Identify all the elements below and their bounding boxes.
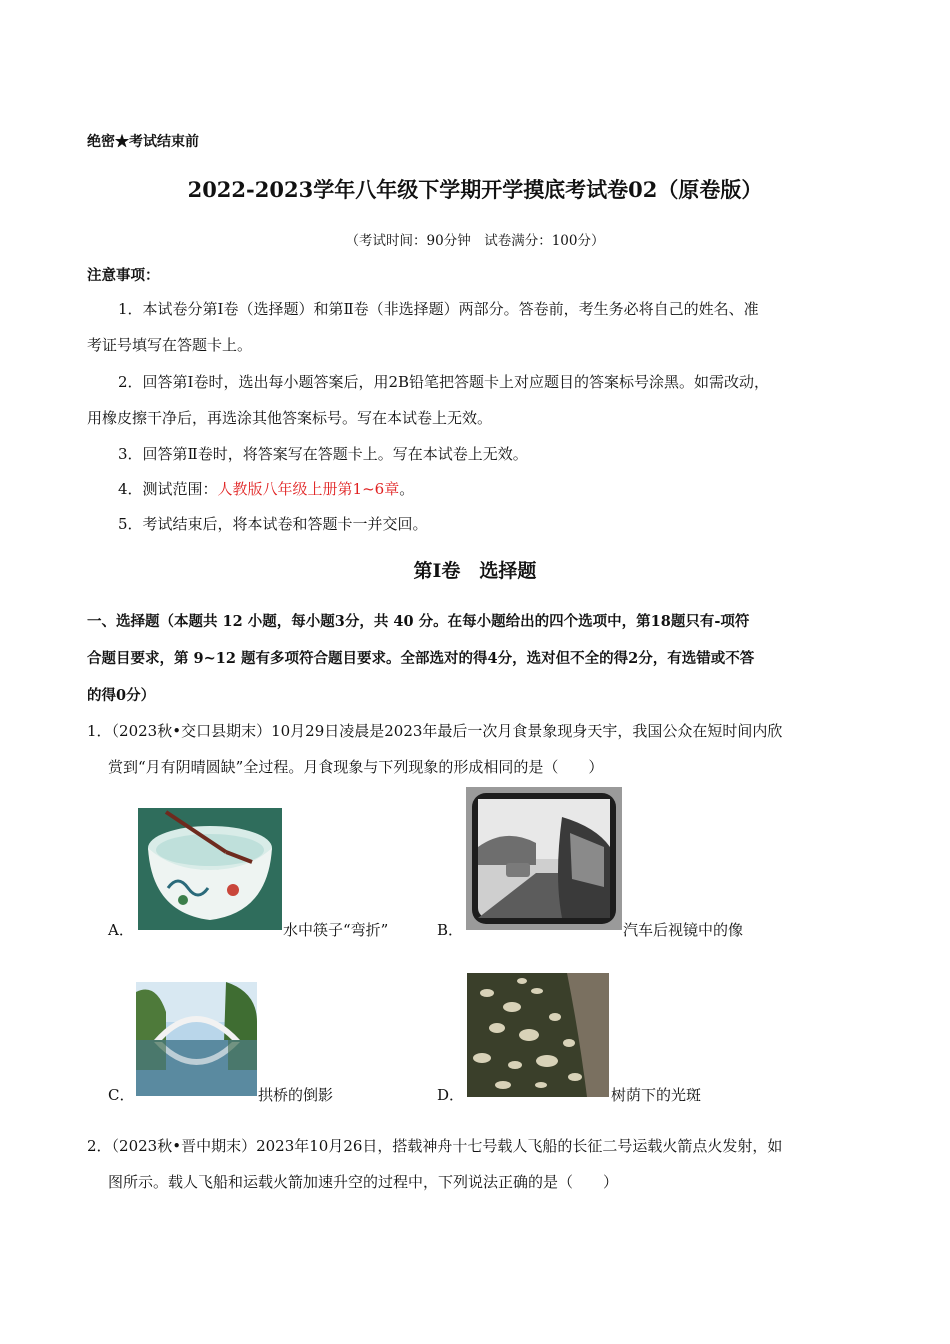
notice-item-5: 5．考试结束后，将本试卷和答题卡一并交回。: [118, 515, 428, 533]
option-d-image: [467, 973, 609, 1097]
option-d-text: 树荫下的光斑: [611, 1086, 702, 1104]
part-one-line-2: 合题目要求，第 9~12 题有多项符合题目要求。全部选对的得4分，选对但不全的得2分，有选错或不答: [87, 650, 755, 667]
test-range: 人教版八年级上册第1~6章: [217, 480, 400, 498]
question-2-line-2: 图所示。载人飞船和运载火箭加速升空的过程中，下列说法正确的是（ ）: [108, 1173, 619, 1191]
option-a-letter[interactable]: A．: [108, 921, 134, 939]
page-title: 2022-2023学年八年级下学期开学摸底考试卷02（原卷版）: [187, 177, 763, 202]
notice-heading: 注意事项：: [87, 267, 160, 284]
option-c-letter[interactable]: C．: [108, 1086, 135, 1104]
notice-item-1-cont: 考证号填写在答题卡上。: [87, 336, 253, 354]
exam-subtitle: （考试时间：90分钟 试卷满分：100分）: [345, 233, 605, 249]
question-1-line-2: 赏到“月有阴晴圆缺”全过程。月食现象与下列现象的形成相同的是（ ）: [108, 758, 604, 776]
secret-label: 绝密★考试结束前: [87, 134, 199, 150]
option-d-letter[interactable]: D．: [437, 1086, 465, 1104]
notice-item-3: 3．回答第Ⅱ卷时，将答案写在答题卡上。写在本试卷上无效。: [118, 445, 528, 463]
notice-item-2-cont: 用橡皮擦干净后，再选涂其他答案标号。写在本试卷上无效。: [87, 409, 493, 427]
option-b-image: [466, 787, 622, 930]
option-a-text: 水中筷子“弯折”: [283, 921, 389, 939]
option-c-image: [136, 982, 257, 1096]
notice-item-1: 1．本试卷分第Ⅰ卷（选择题）和第Ⅱ卷（非选择题）两部分。答卷前，考生务必将自己的姓名、准: [118, 300, 759, 318]
option-b-letter[interactable]: B．: [437, 921, 464, 939]
question-1-line-1: 1．（2023秋•交口县期末）10月29日凌晨是2023年最后一次月食景象现身天宇，我国公众在短时间内欣: [87, 722, 783, 740]
part-one-line-1: 一、选择题（本题共 12 小题，每小题3分，共 40 分。在每小题给出的四个选项中，第18题只有-项符: [87, 613, 750, 630]
option-b-text: 汽车后视镜中的像: [623, 921, 744, 939]
notice-item-4-suffix: 。: [399, 480, 415, 498]
option-a-image: [138, 808, 282, 930]
option-c-text: 拱桥的倒影: [258, 1086, 334, 1104]
part-one-line-3: 的得0分）: [87, 687, 156, 704]
notice-item-2: 2．回答第Ⅰ卷时，选出每小题答案后，用2B铅笔把答题卡上对应题目的答案标号涂黑。如需改动，: [118, 373, 770, 391]
section-title: 第Ⅰ卷 选择题: [413, 560, 537, 582]
question-2-line-1: 2．（2023秋•晋中期末）2023年10月26日，搭载神舟十七号载人飞船的长征二号运载火箭点火发射，如: [87, 1137, 783, 1155]
notice-item-4-prefix: 4．测试范围：: [118, 480, 218, 498]
notice-item-4: [118, 478, 414, 499]
